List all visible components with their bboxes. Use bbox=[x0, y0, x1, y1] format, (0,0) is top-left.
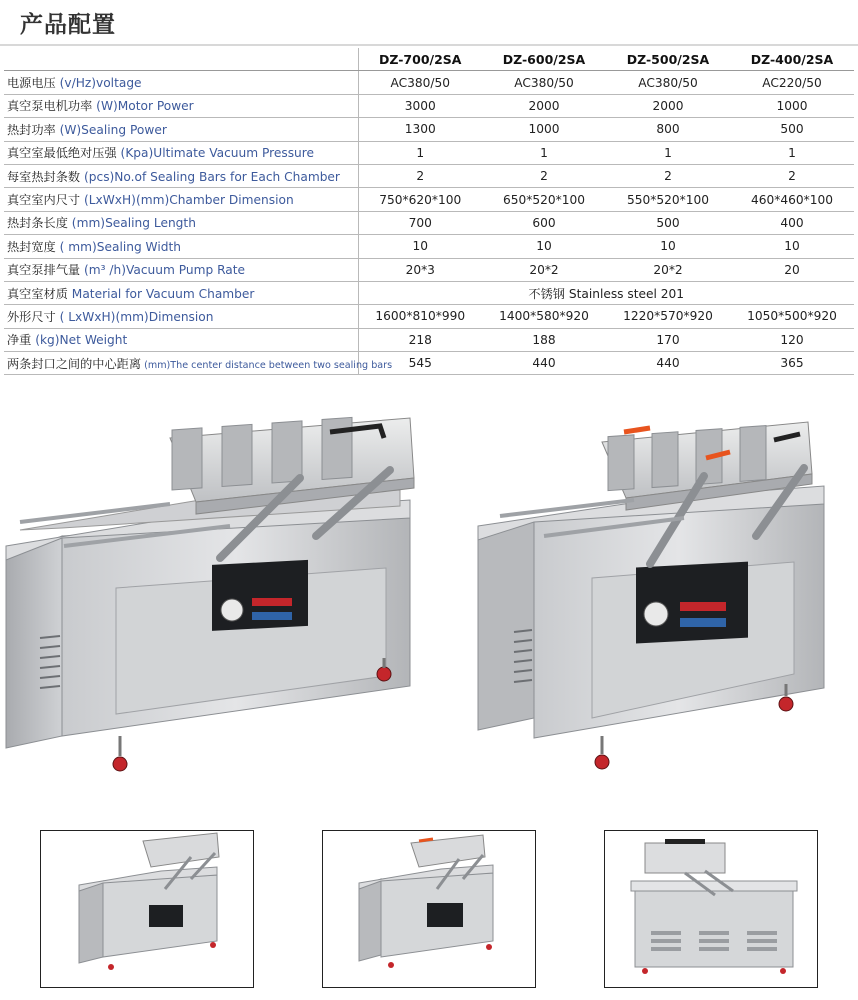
row-label-cn: 净重 bbox=[7, 333, 32, 348]
value-cell: 188 bbox=[482, 328, 606, 351]
table-row bbox=[4, 94, 854, 117]
value-cell: 440 bbox=[606, 352, 730, 375]
table-row bbox=[4, 71, 854, 94]
table-row bbox=[4, 352, 854, 375]
value-cell: 400 bbox=[730, 211, 854, 234]
value-cell: 1220*570*920 bbox=[606, 305, 730, 328]
row-label-cn: 热封条长度 bbox=[7, 216, 68, 231]
thumbnail-3[interactable] bbox=[604, 830, 818, 988]
row-label-en: (W)Sealing Power bbox=[55, 122, 167, 137]
row-label bbox=[4, 94, 358, 117]
table-corner bbox=[4, 48, 358, 71]
thumbnail-2[interactable] bbox=[322, 830, 536, 988]
value-cell: AC380/50 bbox=[482, 71, 606, 94]
row-label-cn: 每室热封条数 bbox=[7, 169, 81, 184]
row-label-en: (v/Hz)voltage bbox=[55, 76, 142, 91]
value-cell: 1 bbox=[358, 141, 482, 164]
merged-value-cell: 不锈钢 Stainless steel 201 bbox=[358, 281, 854, 304]
model-header: DZ-500/2SA bbox=[606, 48, 730, 71]
row-label-cn: 热封宽度 bbox=[7, 239, 56, 254]
row-label bbox=[4, 235, 358, 258]
large-machine-left bbox=[0, 418, 420, 788]
row-label bbox=[4, 328, 358, 351]
value-cell: 1300 bbox=[358, 118, 482, 141]
row-label-en: (pcs)No.of Sealing Bars for Each Chamber bbox=[80, 169, 340, 184]
value-cell: 460*460*100 bbox=[730, 188, 854, 211]
row-label-en: Material for Vacuum Chamber bbox=[67, 286, 255, 301]
table-row bbox=[4, 235, 854, 258]
value-cell: 1000 bbox=[730, 94, 854, 117]
row-label-cn: 真空室最低绝对压强 bbox=[7, 146, 117, 161]
model-header: DZ-400/2SA bbox=[730, 48, 854, 71]
row-label bbox=[4, 258, 358, 281]
table-row bbox=[4, 305, 854, 328]
row-label-en: (m³ /h)Vacuum Pump Rate bbox=[80, 263, 246, 278]
value-cell: 2 bbox=[358, 164, 482, 187]
value-cell: 1050*500*920 bbox=[730, 305, 854, 328]
row-label-en: (mm)Sealing Length bbox=[67, 216, 196, 231]
value-cell: 500 bbox=[606, 211, 730, 234]
value-cell: 2000 bbox=[606, 94, 730, 117]
value-cell: 20 bbox=[730, 258, 854, 281]
table-row bbox=[4, 118, 854, 141]
row-label-cn: 真空泵电机功率 bbox=[7, 99, 93, 114]
thumbnail-machine-image bbox=[41, 831, 253, 987]
value-cell: 545 bbox=[358, 352, 482, 375]
row-label-cn: 真空室材质 bbox=[7, 286, 68, 301]
row-label-en: (LxWxH)(mm)Chamber Dimension bbox=[80, 193, 294, 208]
row-label bbox=[4, 118, 358, 141]
row-label bbox=[4, 188, 358, 211]
table-row bbox=[4, 211, 854, 234]
value-cell: 1600*810*990 bbox=[358, 305, 482, 328]
value-cell: 700 bbox=[358, 211, 482, 234]
value-cell: 120 bbox=[730, 328, 854, 351]
value-cell: 2 bbox=[606, 164, 730, 187]
value-cell: 800 bbox=[606, 118, 730, 141]
table-row bbox=[4, 164, 854, 187]
row-label bbox=[4, 352, 393, 375]
row-label-cn: 真空泵排气量 bbox=[7, 263, 81, 278]
value-cell: 20*2 bbox=[482, 258, 606, 281]
table-row bbox=[4, 188, 854, 211]
row-label bbox=[4, 71, 358, 94]
value-cell: 170 bbox=[606, 328, 730, 351]
value-cell: 2 bbox=[730, 164, 854, 187]
row-label bbox=[4, 211, 358, 234]
value-cell: 365 bbox=[730, 352, 854, 375]
value-cell: AC380/50 bbox=[358, 71, 482, 94]
table-header-row bbox=[4, 48, 854, 71]
row-label-cn: 外形尺寸 bbox=[7, 309, 56, 324]
spec-table bbox=[4, 48, 854, 375]
row-label bbox=[4, 164, 358, 187]
thumbnail-1[interactable] bbox=[40, 830, 254, 988]
value-cell: 10 bbox=[730, 235, 854, 258]
value-cell: 10 bbox=[606, 235, 730, 258]
value-cell: 650*520*100 bbox=[482, 188, 606, 211]
row-label-en: (kg)Net Weight bbox=[31, 333, 128, 348]
value-cell: 1 bbox=[482, 141, 606, 164]
row-label-cn: 电源电压 bbox=[7, 76, 56, 91]
value-cell: AC380/50 bbox=[606, 71, 730, 94]
row-label-en: (Kpa)Ultimate Vacuum Pressure bbox=[116, 146, 315, 161]
row-label bbox=[4, 141, 358, 164]
value-cell: 750*620*100 bbox=[358, 188, 482, 211]
value-cell: 600 bbox=[482, 211, 606, 234]
row-label-cn: 真空室内尺寸 bbox=[7, 193, 81, 208]
value-cell: 3000 bbox=[358, 94, 482, 117]
value-cell: 1 bbox=[730, 141, 854, 164]
value-cell: 550*520*100 bbox=[606, 188, 730, 211]
value-cell: 2000 bbox=[482, 94, 606, 117]
value-cell: 1000 bbox=[482, 118, 606, 141]
value-cell: AC220/50 bbox=[730, 71, 854, 94]
value-cell: 20*3 bbox=[358, 258, 482, 281]
model-header: DZ-700/2SA bbox=[358, 48, 482, 71]
model-header: DZ-600/2SA bbox=[482, 48, 606, 71]
row-label-en: (mm)The center distance between two sealing bars bbox=[141, 359, 393, 371]
value-cell: 1 bbox=[606, 141, 730, 164]
value-cell: 1400*580*920 bbox=[482, 305, 606, 328]
value-cell: 2 bbox=[482, 164, 606, 187]
table-row bbox=[4, 281, 854, 304]
table-row bbox=[4, 141, 854, 164]
row-label-en: (W)Motor Power bbox=[92, 99, 194, 114]
row-label-en: ( mm)Sealing Width bbox=[55, 239, 181, 254]
value-cell: 20*2 bbox=[606, 258, 730, 281]
table-row bbox=[4, 328, 854, 351]
value-cell: 440 bbox=[482, 352, 606, 375]
value-cell: 10 bbox=[482, 235, 606, 258]
row-label-cn: 两条封口之间的中心距离 bbox=[7, 356, 142, 371]
thumbnail-machine-image bbox=[323, 831, 535, 987]
row-label-en: ( LxWxH)(mm)Dimension bbox=[55, 309, 214, 324]
thumbnail-machine-image bbox=[605, 831, 817, 987]
value-cell: 218 bbox=[358, 328, 482, 351]
large-machine-right bbox=[474, 418, 858, 788]
title-divider bbox=[0, 44, 858, 46]
row-label-cn: 热封功率 bbox=[7, 122, 56, 137]
page-title: 产品配置 bbox=[20, 12, 116, 38]
row-label bbox=[4, 305, 358, 328]
value-cell: 500 bbox=[730, 118, 854, 141]
table-row bbox=[4, 258, 854, 281]
value-cell: 10 bbox=[358, 235, 482, 258]
row-label bbox=[4, 281, 358, 304]
